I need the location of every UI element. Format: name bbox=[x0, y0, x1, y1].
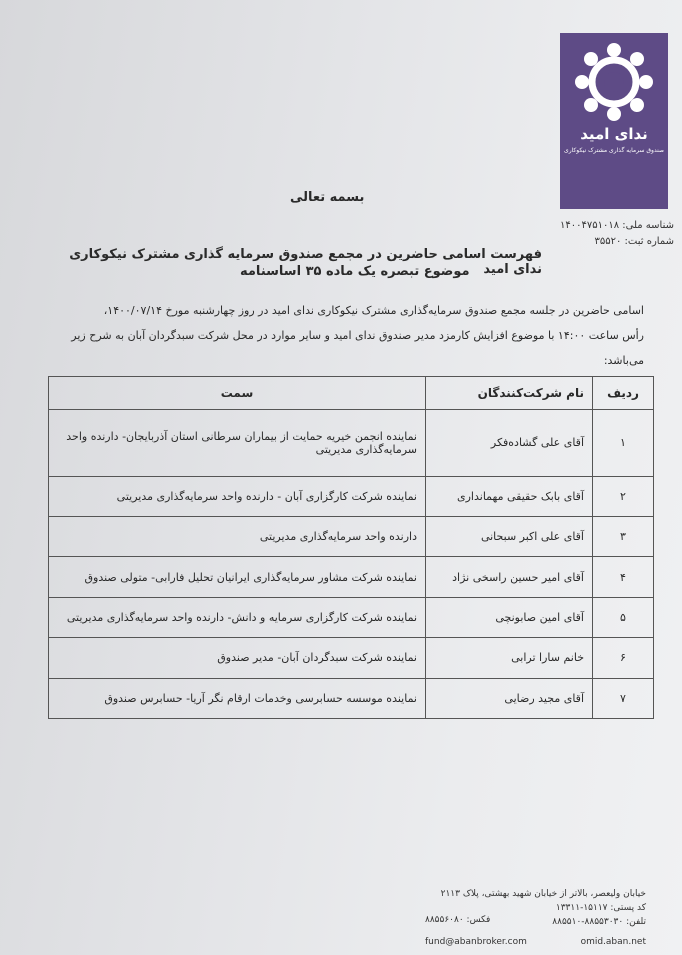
logo-name: ندای امید bbox=[580, 125, 648, 143]
header-row-number: ردیف bbox=[593, 377, 654, 410]
footer-postal-code: کد پستی: ۱۵۱۱۷-۱۳۳۱۱ bbox=[555, 903, 646, 913]
footer-email: fund@abanbroker.com bbox=[425, 937, 527, 947]
people-circle-icon bbox=[573, 41, 655, 123]
intro-line-1: اسامی حاضرین در جلسه مجمع صندوق سرمایه‌گذاری مشترک نیکوکاری ندای امید در روز چهارشنبه مورخ ۱۴۰۰/۰۷/۱۴، bbox=[103, 304, 644, 317]
participant-name: خانم سارا ترابی bbox=[426, 638, 593, 678]
table-row bbox=[49, 557, 654, 597]
registration-number: شماره ثبت: ۳۵۵۲۰ bbox=[594, 236, 674, 247]
participant-position: نماینده شرکت مشاور سرمایه‌گذاری ایرانیان تحلیل فارابی- متولی صندوق bbox=[49, 557, 426, 597]
row-number: ۵ bbox=[593, 597, 654, 637]
participant-name: آقای امیر حسین راسخی نژاد bbox=[426, 557, 593, 597]
row-number: ۲ bbox=[593, 476, 654, 516]
participant-position: نماینده شرکت سبدگردان آبان- مدیر صندوق bbox=[49, 638, 426, 678]
footer-fax: فکس: ۸۸۵۵۶۰۸۰ bbox=[425, 915, 491, 925]
participant-name: آقای علی گشاده‌فکر bbox=[426, 410, 593, 477]
basmala: بسمه تعالی bbox=[290, 190, 365, 205]
intro-line-2: رأس ساعت ۱۴:۰۰ با موضوع افزایش کارمزد مدیر صندوق ندای امید و سایر موارد در محل شرکت سبدگردان آبان به شرح زیر bbox=[71, 329, 644, 342]
participant-position: نماینده شرکت کارگزاری آبان - دارنده واحد سرمایه‌گذاری مدیریتی bbox=[49, 476, 426, 516]
table-row bbox=[49, 638, 654, 678]
participant-position: نماینده موسسه حسابرسی وخدمات ارقام نگر آریا- حسابرس صندوق bbox=[49, 678, 426, 718]
participant-position: نماینده انجمن خیریه حمایت از بیماران سرطانی استان آذربایجان- دارنده واحد سرمایه‌گذاری مدیریتی bbox=[49, 410, 426, 477]
table-row bbox=[49, 597, 654, 637]
footer-address: خیابان ولیعصر، بالاتر از خیابان شهید بهشتی، پلاک ۲۱۱۳ bbox=[440, 889, 646, 899]
table-row bbox=[49, 476, 654, 516]
footer-website: omid.aban.net bbox=[580, 937, 646, 947]
participant-name: آقای مجید رضایی bbox=[426, 678, 593, 718]
participant-position: نماینده شرکت کارگزاری سرمایه و دانش- دارنده واحد سرمایه‌گذاری مدیریتی bbox=[49, 597, 426, 637]
national-id: شناسه ملی: ۱۴۰۰۴۷۵۱۰۱۸ bbox=[559, 220, 674, 231]
letterhead-footer bbox=[0, 885, 682, 955]
document-title: فهرست اسامی حاضرین در مجمع صندوق سرمایه گذاری مشترک نیکوکاری ندای امید bbox=[69, 247, 542, 277]
header-participant-name: نام شرکت‌کنندگان bbox=[426, 377, 593, 410]
nedaye-omid-logo bbox=[560, 33, 668, 209]
intro-line-3: می‌باشد: bbox=[603, 354, 644, 367]
intro-paragraph bbox=[34, 298, 644, 373]
logo-subtitle: صندوق سرمایه گذاری مشترک نیکوکاری bbox=[564, 147, 664, 154]
table-row bbox=[49, 517, 654, 557]
row-number: ۷ bbox=[593, 678, 654, 718]
row-number: ۳ bbox=[593, 517, 654, 557]
participant-name: آقای امین صابونچی bbox=[426, 597, 593, 637]
participant-position: دارنده واحد سرمایه‌گذاری مدیریتی bbox=[49, 517, 426, 557]
attendees-table bbox=[48, 376, 654, 719]
document-subtitle: موضوع تبصره یک ماده ۳۵ اساسنامه bbox=[240, 264, 470, 279]
participant-name: آقای علی اکبر سبحانی bbox=[426, 517, 593, 557]
header-position: سمت bbox=[49, 377, 426, 410]
row-number: ۱ bbox=[593, 410, 654, 477]
table-row bbox=[49, 678, 654, 718]
table-header-row bbox=[49, 377, 654, 410]
footer-phone: تلفن: ۸۸۵۵۳۰۳۰-۸۸۵۵۱۰ bbox=[552, 917, 646, 927]
table-row bbox=[49, 410, 654, 477]
row-number: ۶ bbox=[593, 638, 654, 678]
participant-name: آقای بابک حقیقی مهمانداری bbox=[426, 476, 593, 516]
row-number: ۴ bbox=[593, 557, 654, 597]
